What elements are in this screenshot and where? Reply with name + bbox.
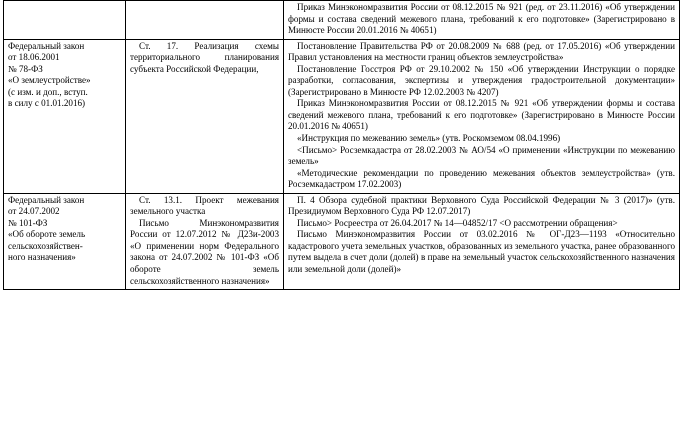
law-line: от 24.07.2002 bbox=[8, 206, 60, 217]
law-line: Федеральный закон bbox=[8, 194, 85, 205]
paragraph: Приказ Минэкономразвития России от 08.12.2015 № 921 (ред. от 23.11.2016) «Об утверждении формы и состава сведений межевого плана, требований к его подготовке» (Зарегистрировано в Минюсте России 20.01.2016 № 40651) bbox=[288, 2, 675, 36]
law-line: от 18.06.2001 bbox=[8, 52, 60, 63]
law-line: Федеральный закон bbox=[8, 40, 85, 51]
cell-normative-acts bbox=[284, 1, 680, 40]
legal-acts-table bbox=[3, 0, 680, 290]
law-line: № 78-ФЗ bbox=[8, 63, 43, 74]
paragraph: <Письмо> Росземкадастра от 28.02.2003 № АО/54 «О применении «Инструкции по межеванию земель» bbox=[288, 144, 675, 167]
paragraph: Постановление Госстроя РФ от 29.10.2002 № 150 «Об утверждении Инструкции о порядке разработки, согласования, экспертизы и утверждения градостроительной документации» (Зарегистрировано в Минюсте РФ 12.02.2003 № 4207) bbox=[288, 63, 675, 97]
law-line: ного назначения» bbox=[8, 252, 76, 263]
cell-law-reference bbox=[4, 193, 126, 289]
paragraph: Письмо Минэкономразвития России от 03.02.2016 № ОГ-Д23—1193 «Относительно кадастрового учета земельных участков, образованных из земельного участка, ранее образованного путем выдела в счет доли (долей) в праве на земельный участок сельскохозяйственного назначения или земельной доли (долей)» bbox=[288, 229, 675, 275]
law-line: «О землеустройстве» bbox=[8, 75, 91, 86]
paragraph: Приказ Минэкономразвития России от 08.12.2015 № 921 «Об утверждении формы и состава сведений межевого плана, требований к его подготовке» (Зарегистрировано в Минюсте России 20.01.2016 № 40651) bbox=[288, 98, 675, 132]
table-row bbox=[4, 1, 680, 40]
cell-article-reference bbox=[126, 39, 284, 193]
paragraph: Ст. 17. Реализация схемы территориального планирования субъекта Российской Федерации, bbox=[130, 40, 279, 74]
law-line: в силу с 01.01.2016) bbox=[8, 98, 86, 109]
paragraph: Письмо> Росреестра от 26.04.2017 № 14—04852/17 <О рассмотрении обращения> bbox=[297, 217, 618, 228]
paragraph: «Инструкция по межеванию земель» (утв. Роскомземом 08.04.1996) bbox=[297, 133, 561, 144]
cell-normative-acts bbox=[284, 39, 680, 193]
cell-article-reference bbox=[126, 193, 284, 289]
law-line: (с изм. и доп., вступ. bbox=[8, 86, 88, 97]
law-line: № 101-ФЗ bbox=[8, 217, 48, 228]
table-row bbox=[4, 39, 680, 193]
paragraph: Постановление Правительства РФ от 20.08.2009 № 688 (ред. от 17.05.2016) «Об утверждении Правил установления на местности границ объектов землеустройства» bbox=[288, 40, 675, 63]
law-line: сельскохозяйствен- bbox=[8, 240, 83, 251]
paragraph: П. 4 Обзора судебной практики Верховного Суда Российской Федерации № 3 (2017)» (утв. Президиумом Верховного Суда РФ 12.07.2017) bbox=[288, 194, 675, 217]
cell-law-reference bbox=[4, 39, 126, 193]
paragraph: Ст. 13.1. Проект межевания земельного участка bbox=[130, 194, 279, 217]
cell-article-reference bbox=[126, 1, 284, 40]
paragraph: «Методические рекомендации по проведению межевания объектов землеустройства» (утв. Росземкадастром 17.02.2003) bbox=[288, 167, 675, 190]
cell-normative-acts bbox=[284, 193, 680, 289]
table-row bbox=[4, 193, 680, 289]
law-line: «Об обороте земель bbox=[8, 229, 86, 240]
cell-law-reference bbox=[4, 1, 126, 40]
paragraph: Письмо Минэкономразвития России от 12.07.2012 № Д23и-2003 «О применении норм Федерального закона от 24.07.2002 № 101-ФЗ «Об обороте земель сельскохозяйственного назначения» bbox=[130, 217, 279, 286]
